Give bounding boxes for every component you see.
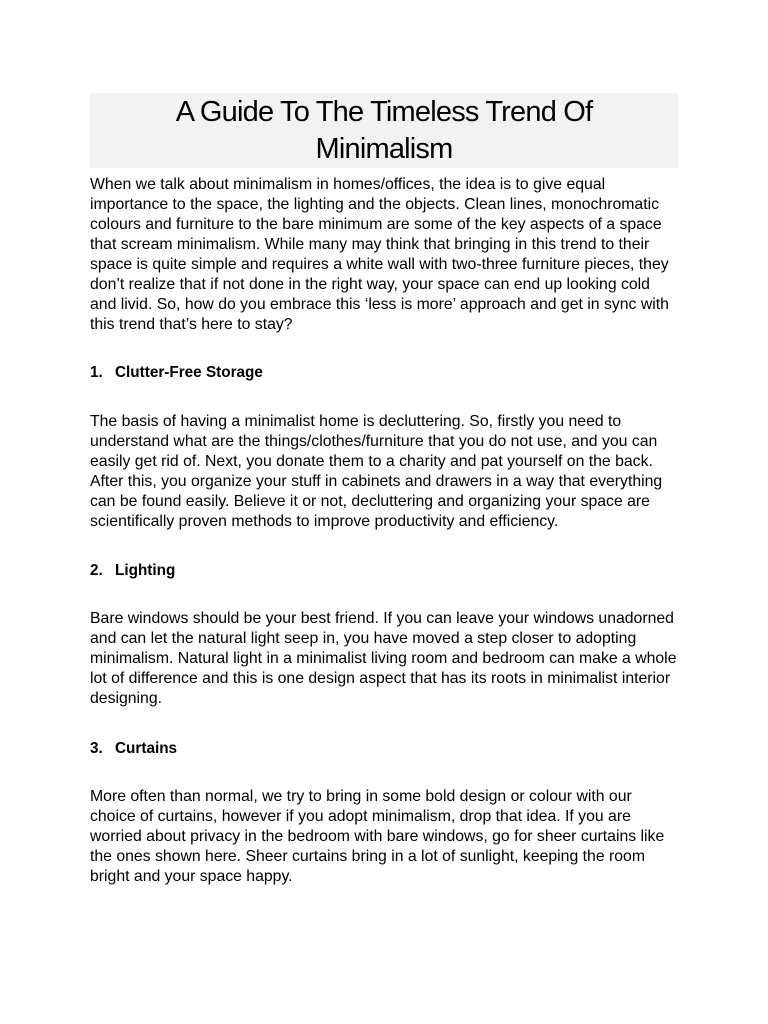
page-title: A Guide To The Timeless Trend Of Minimalism bbox=[175, 95, 593, 165]
title-band bbox=[90, 93, 678, 168]
section-paragraph-curtains: More often than normal, we try to bring in some bold design or colour with our choice of curtains, however if you adopt minimalism, drop that idea. If you are worried about privacy in the bedroom with bare windows, go for sheer curtains like the ones shown here. Sheer curtains bring in a lot of sunlight, keeping the room bright and your space happy. bbox=[90, 788, 665, 885]
section-paragraph-lighting: Bare windows should be your best friend. If you can leave your windows unadorned and can let the natural light seep in, you have moved a step closer to adopting minimalism. Natural light in a minimalist living room and bedroom can make a whole lot of difference and this is one design aspect that has its roots in minimalist interior designing. bbox=[90, 610, 677, 707]
document-body bbox=[90, 93, 678, 887]
section-heading-label: Curtains bbox=[115, 740, 178, 757]
section-number: 1. bbox=[90, 364, 103, 381]
intro-paragraph: When we talk about minimalism in homes/offices, the idea is to give equal importance to the space, the lighting and the objects. Clean lines, monochromatic colours and furniture to the bare minimum are some of the key aspects of a space that scream minimalism. While many may think that bringing in this trend to their space is quite simple and requires a white wall with two-three furniture pieces, they don’t realize that if not done in the right way, your space can end up looking cold and livid. So, how do you embrace this ‘less is more’ approach and get in sync with this trend that’s here to stay? bbox=[90, 176, 669, 333]
section-heading-lighting bbox=[90, 561, 678, 581]
section-heading-label: Clutter-Free Storage bbox=[115, 364, 263, 381]
section-heading-curtains bbox=[90, 739, 678, 759]
section-number: 2. bbox=[90, 562, 103, 579]
section-heading-label: Lighting bbox=[115, 562, 176, 579]
section-number: 3. bbox=[90, 740, 103, 757]
section-heading-clutter-free-storage bbox=[90, 363, 678, 383]
section-paragraph-clutter-free-storage: The basis of having a minimalist home is decluttering. So, firstly you need to understand what are the things/clothes/furniture that you do not use, and you can easily get rid of. Next, you donate them to a charity and pat yourself on the back. After this, you organize your stuff in cabinets and drawers in a way that everything can be found easily. Believe it or not, decluttering and organizing your space are scientifically proven methods to improve productivity and efficiency. bbox=[90, 413, 663, 530]
